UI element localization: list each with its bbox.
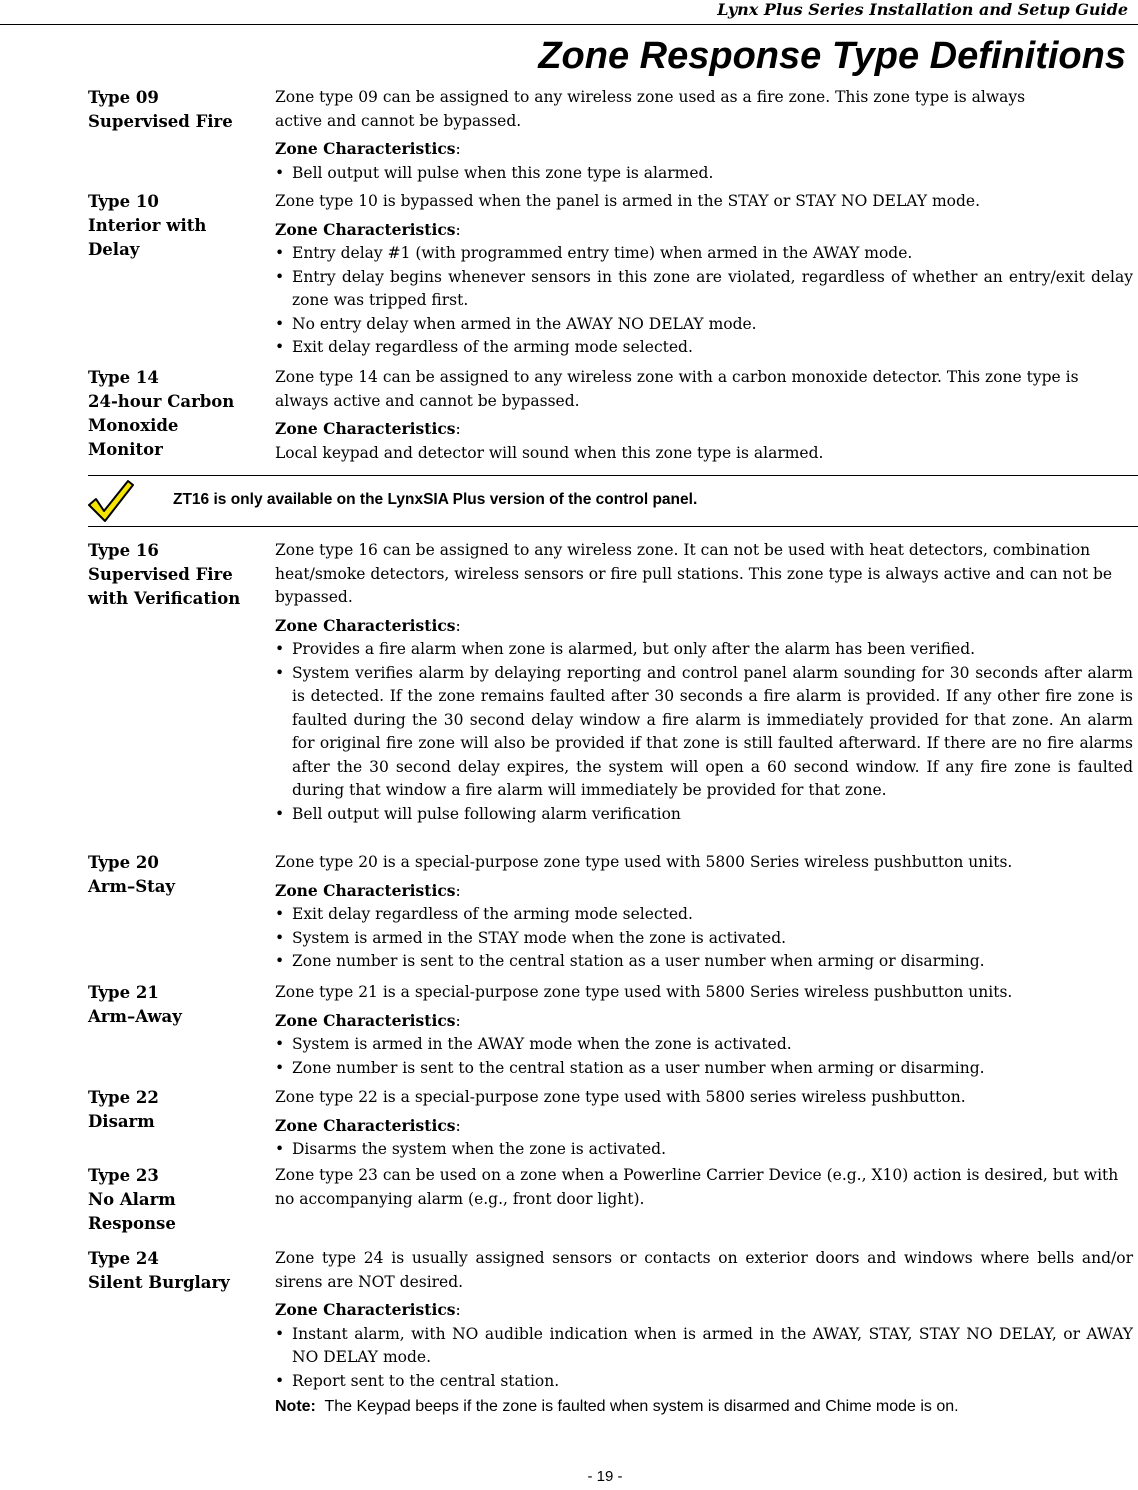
bullet-icon: •: [275, 952, 285, 970]
page-title: Zone Response Type Definitions: [538, 35, 1126, 77]
zone-description: Zone type 10 is bypassed when the panel is armed in the STAY or STAY NO DELAY mode.: [275, 192, 981, 210]
zone-characteristics-heading: Zone Characteristics: [275, 219, 456, 239]
zone-description: Zone type 20 is a special-purpose zone type used with 5800 Series wireless pushbutton units.: [275, 853, 1013, 871]
zone-characteristics-text: Local keypad and detector will sound when this zone type is alarmed.: [275, 443, 824, 462]
list-item: [275, 1323, 1133, 1370]
list-item-text: Zone number is sent to the central station as a user number when arming or disarming.: [292, 1058, 985, 1077]
zone-characteristics-list: [275, 903, 1133, 974]
keypad-note: [275, 1396, 959, 1418]
bullet-icon: •: [275, 1140, 285, 1158]
zone-label-line: Type 21: [88, 983, 159, 1002]
zone-label-line: Type 09: [88, 88, 159, 107]
list-item-text: Entry delay #1 (with programmed entry time) when armed in the AWAY mode.: [292, 244, 913, 262]
bullet-icon: •: [275, 1371, 285, 1390]
list-item-text: Bell output will pulse following alarm verification: [292, 804, 681, 823]
zone-label-line: Type 22: [88, 1088, 159, 1107]
zone-label-line: Interior with: [88, 216, 207, 235]
list-item-text: Report sent to the central station.: [292, 1371, 560, 1390]
zone-label-line: Supervised Fire: [88, 565, 233, 584]
zone-description: Zone type 14 can be assigned to any wireless zone with a carbon monoxide detector. This zone type is always active and cannot be bypassed.: [275, 368, 1079, 410]
list-item-text: System is armed in the STAY mode when the zone is activated.: [292, 928, 787, 947]
zone-label-line: Monoxide: [88, 416, 179, 435]
list-item: [275, 903, 1133, 927]
list-item-text: Disarms the system when the zone is activated.: [292, 1140, 666, 1158]
bullet-icon: •: [275, 244, 285, 262]
list-item: [275, 950, 1133, 974]
list-item: [275, 1033, 1133, 1057]
callout-rule-top: [88, 475, 1138, 476]
zone-body: Zone type 16 can be assigned to any wireless zone. It can not be used with heat detectors, combination heat/smoke detectors, wireless sensors or fire pull stations. This zone type is always active and can not be bypassed. Zone Characteristics: • Provides a fire alarm when zone is alarmed, but only after the alarm has been verified. • System verifies alarm by delaying reporting and control panel alarm sounding for 30 seconds after alarm is detected. If the zone remains faulted after 30 seconds a fire alarm is provided. If any other fire zone is faulted during the 30 second delay window a fire alarm is immediately provided for that zone. An alarm for original fire zone will also be provided if that zone is still faulted afterward. If there are no fire alarms after the 30 second delay expires, the system will open a 60 second window. If any fire zone is faulted during that window a fire alarm will immediately be provided for that zone. • Bell output will pulse following alarm verification: [275, 539, 1133, 826]
zone-label: [88, 190, 268, 262]
zone-label: [88, 981, 268, 1029]
zone-body: Zone type 20 is a special-purpose zone type used with 5800 Series wireless pushbutton units. Zone Characteristics: • Exit delay regardless of the arming mode selected. • System is armed in the STAY mode when the zone is activated. • Zone number is sent to the central station as a user number when arming or disarming.: [275, 851, 1133, 974]
zone-body: Zone type 21 is a special-purpose zone type used with 5800 Series wireless pushbutton units. Zone Characteristics: • System is armed in the AWAY mode when the zone is activated. • Zone number is sent to the central station as a user number when arming or disarming.: [275, 981, 1133, 1080]
zone-label-line: Type 16: [88, 541, 159, 560]
bullet-icon: •: [275, 1058, 285, 1077]
zone-label-line: Type 14: [88, 368, 159, 387]
zone-characteristics-list: [275, 162, 1075, 186]
bullet-icon: •: [275, 640, 285, 658]
bullet-icon: •: [275, 267, 285, 286]
bullet-icon: •: [275, 314, 285, 333]
zone-label-line: Response: [88, 1214, 176, 1233]
list-item: [275, 638, 1133, 662]
zone-characteristics-list: [275, 1033, 1133, 1080]
list-item: [275, 162, 1075, 186]
list-item: [275, 1057, 1133, 1081]
list-item: [275, 313, 1133, 337]
list-item-text: Exit delay regardless of the arming mode selected.: [292, 905, 693, 923]
checkmark-icon: [86, 478, 134, 524]
bullet-icon: •: [275, 163, 285, 182]
bullet-icon: •: [275, 804, 285, 823]
zone-characteristics-heading: Zone Characteristics: [275, 1300, 456, 1319]
list-item-text: Entry delay begins whenever sensors in this zone are violated, regardless of whether an entry/exit delay zone was tripped first.: [292, 267, 1133, 309]
zone-description: Zone type 09 can be assigned to any wireless zone used as a fire zone. This zone type is always active and cannot be bypassed.: [275, 88, 1026, 130]
zone-description: Zone type 24 is usually assigned sensors or contacts on exterior doors and windows where bells and/or sirens are NOT desired.: [275, 1249, 1133, 1291]
bullet-icon: •: [275, 1035, 285, 1053]
zone-label-line: Arm–Stay: [88, 877, 176, 896]
zone-label-line: Monitor: [88, 440, 163, 459]
zone-label-line: Type 10: [88, 192, 159, 211]
zone-description: Zone type 16 can be assigned to any wireless zone. It can not be used with heat detectors, combination heat/smoke detectors, wireless sensors or fire pull stations. This zone type is always active and can not be bypassed.: [275, 541, 1113, 606]
zone-characteristics-list: [275, 638, 1133, 826]
zone-label: [88, 1247, 268, 1295]
zone-description: Zone type 21 is a special-purpose zone type used with 5800 Series wireless pushbutton units.: [275, 983, 1013, 1001]
zone-label-line: Arm–Away: [88, 1007, 182, 1026]
list-item: [275, 803, 1133, 827]
zone-label: [88, 1164, 268, 1236]
zone-label-line: Silent Burglary: [88, 1273, 230, 1292]
zone-label: [88, 851, 268, 899]
list-item: [275, 242, 1133, 266]
page-number: - 19 -: [587, 1468, 623, 1485]
list-item-text: Exit delay regardless of the arming mode selected.: [292, 338, 693, 356]
zone-body: [275, 1164, 1133, 1215]
zone-body: Zone type 14 can be assigned to any wireless zone with a carbon monoxide detector. This zone type is always active and cannot be bypassed. Zone Characteristics: Local keypad and detector will sound when this zone type is alarmed.: [275, 366, 1133, 465]
zone-characteristics-heading: Zone Characteristics: [275, 139, 456, 158]
zone-label: [88, 539, 268, 611]
zone-label-line: Supervised Fire: [88, 112, 233, 131]
list-item: [275, 1138, 1133, 1162]
zone-characteristics-list: [275, 1138, 1133, 1162]
zone-characteristics-heading: Zone Characteristics: [275, 880, 456, 900]
list-item-text: System verifies alarm by delaying reporting and control panel alarm sounding for 30 seconds after alarm is detected. If the zone remains faulted after 30 seconds a fire alarm is provided. If any other fire zone is faulted during the 30 second delay window a fire alarm is immediately provided for that zone. An alarm for original fire zone will also be provided if that zone is still faulted afterward. If there are no fire alarms after the 30 second delay expires, the system will open a 60 second window. If any fire zone is faulted during that window a fire alarm will immediately be provided for that zone.: [292, 663, 1133, 799]
zone-characteristics-heading: Zone Characteristics: [275, 1010, 456, 1030]
zone-body: Zone type 22 is a special-purpose zone type used with 5800 series wireless pushbutton. Zone Characteristics: • Disarms the system when the zone is activated.: [275, 1086, 1133, 1162]
zone-label: [88, 366, 268, 462]
bullet-icon: •: [275, 905, 285, 923]
list-item: [275, 927, 1133, 951]
zone-label-line: Type 23: [88, 1166, 159, 1185]
list-item: [275, 1370, 1133, 1394]
zone-label-line: 24-hour Carbon: [88, 392, 235, 411]
zone-label-line: Type 24: [88, 1249, 159, 1268]
list-item-text: Zone number is sent to the central station as a user number when arming or disarming.: [292, 952, 985, 970]
list-item-text: Provides a fire alarm when zone is alarmed, but only after the alarm has been verified.: [292, 640, 976, 658]
zone-label-line: Delay: [88, 240, 140, 259]
running-header: Lynx Plus Series Installation and Setup Guide: [717, 0, 1128, 19]
zone-characteristics-list: [275, 1323, 1133, 1394]
zone-characteristics-heading: Zone Characteristics: [275, 1115, 456, 1135]
note-text: The Keypad beeps if the zone is faulted when system is disarmed and Chime mode is on.: [324, 1398, 959, 1415]
list-item-text: Bell output will pulse when this zone type is alarmed.: [292, 163, 714, 182]
header-rule: [0, 24, 1138, 25]
bullet-icon: •: [275, 1324, 285, 1343]
zone-label: [88, 86, 268, 134]
note-label: Note:: [275, 1398, 316, 1415]
bullet-icon: •: [275, 663, 285, 682]
list-item: [275, 336, 1133, 360]
zone-body: Zone type 10 is bypassed when the panel is armed in the STAY or STAY NO DELAY mode. Zone Characteristics: • Entry delay #1 (with programmed entry time) when armed in the AWAY mode. • Entry delay begins whenever sensors in this zone are violated, regardless of whether an entry/exit delay zone was tripped first. • No entry delay when armed in the AWAY NO DELAY mode. • Exit delay regardless of the arming mode selected.: [275, 190, 1133, 360]
zone-body: Zone type 09 can be assigned to any wireless zone used as a fire zone. This zone type is always active and cannot be bypassed. Zone Characteristics: • Bell output will pulse when this zone type is alarmed.: [275, 86, 1075, 185]
zone-description: Zone type 23 can be used on a zone when a Powerline Carrier Device (e.g., X10) action is desired, but with no accompanying alarm (e.g., front door light).: [275, 1166, 1119, 1208]
zone-label-line: with Verification: [88, 589, 241, 608]
callout-text: ZT16 is only available on the LynxSIA Plus version of the control panel.: [173, 491, 698, 508]
callout-rule-bottom: [88, 526, 1138, 527]
zone-description: Zone type 22 is a special-purpose zone type used with 5800 series wireless pushbutton.: [275, 1088, 966, 1106]
zone-label-line: Type 20: [88, 853, 159, 872]
zone-characteristics-list: [275, 242, 1133, 360]
list-item: [275, 662, 1133, 803]
bullet-icon: •: [275, 928, 285, 947]
zone-body: Zone type 24 is usually assigned sensors or contacts on exterior doors and windows where bells and/or sirens are NOT desired. Zone Characteristics: • Instant alarm, with NO audible indication when is armed in the AWAY, STAY, STAY NO DELAY, or AWAY NO DELAY mode. • Report sent to the central station.: [275, 1247, 1133, 1393]
bullet-icon: •: [275, 338, 285, 356]
zone-label: [88, 1086, 268, 1134]
zone-characteristics-heading: Zone Characteristics: [275, 615, 456, 635]
zone-characteristics-heading: Zone Characteristics: [275, 419, 456, 438]
list-item-text: No entry delay when armed in the AWAY NO DELAY mode.: [292, 314, 757, 333]
zone-label-line: Disarm: [88, 1112, 155, 1131]
list-item-text: Instant alarm, with NO audible indication when is armed in the AWAY, STAY, STAY NO DELAY, or AWAY NO DELAY mode.: [292, 1324, 1133, 1366]
zone-label-line: No Alarm: [88, 1190, 176, 1209]
list-item: [275, 266, 1133, 313]
list-item-text: System is armed in the AWAY mode when the zone is activated.: [292, 1035, 792, 1053]
